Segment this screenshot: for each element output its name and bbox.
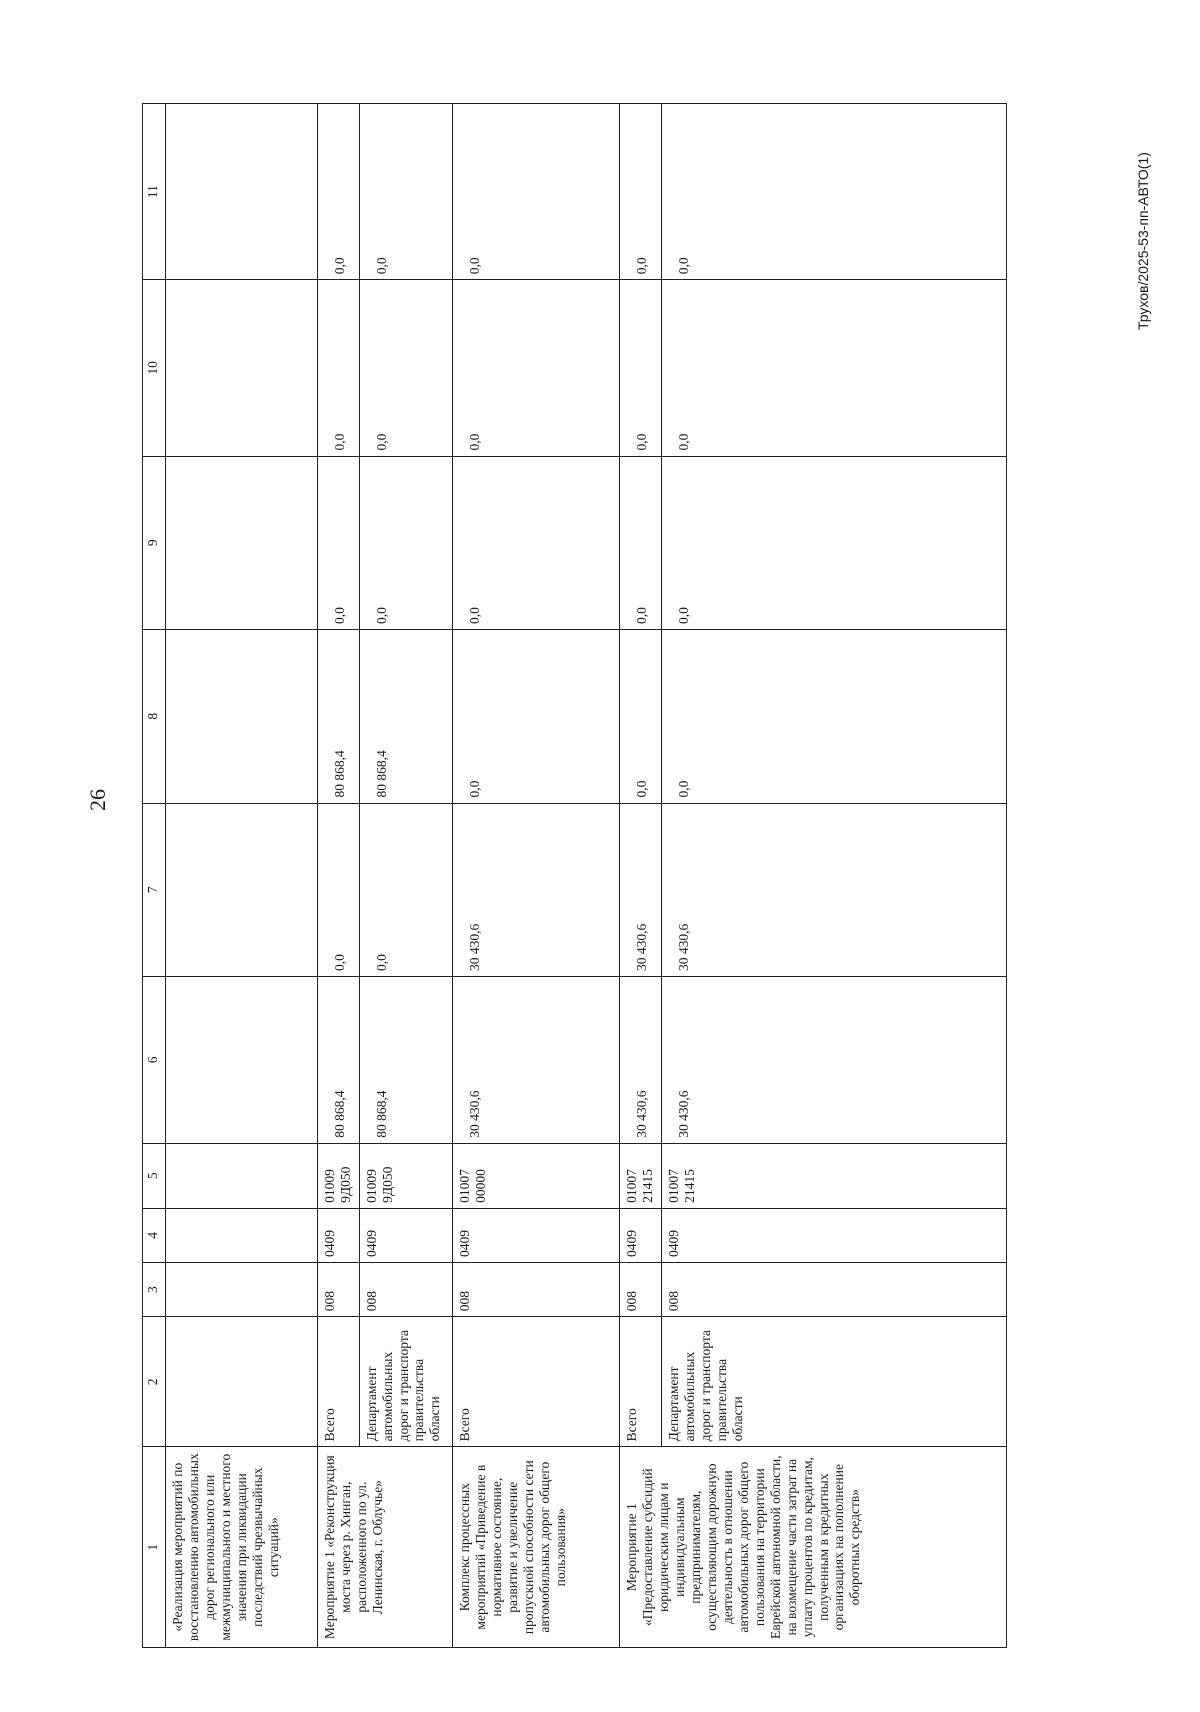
cell-value: 0,0 (453, 104, 620, 280)
cell-value: 0,0 (318, 104, 359, 280)
page-number: 26 (85, 789, 110, 811)
table-row (318, 104, 359, 1648)
cell-value: 0,0 (661, 104, 1006, 280)
column-header: 6 (143, 977, 166, 1144)
cell-value: 30 430,6 (620, 803, 661, 977)
cell-value: 0,0 (359, 803, 452, 977)
column-header: 4 (143, 1208, 166, 1262)
cell-value: 80 868,4 (359, 630, 452, 804)
cell-executor: Всего (453, 1317, 620, 1447)
cell-value: 30 430,6 (453, 803, 620, 977)
column-header: 7 (143, 803, 166, 977)
cell-section: 0409 (318, 1208, 359, 1262)
cell-value: 80 868,4 (318, 630, 359, 804)
cell-target-article: 01007 00000 (453, 1143, 620, 1208)
cell-value: 80 868,4 (359, 977, 452, 1144)
cell-value: 0,0 (620, 630, 661, 804)
cell-value: 30 430,6 (661, 977, 1006, 1144)
column-header: 10 (143, 280, 166, 456)
cell-measure: Мероприятие 1 «Предоставление субсидий юридическим лицам и индивидуальным предпринимателям, осуществляющим дорожную деятельность в отношении автомобильных дорог общего пользования на территории Еврейской автономной области, на возмещение части затрат на уплату процентов по кредитам, полученным в кредитных организациях на пополнение оборотных средств» (620, 1447, 1007, 1648)
cell-value: 0,0 (620, 104, 661, 280)
cell-target-article (166, 1143, 318, 1208)
table-row (661, 104, 1006, 1648)
cell-value: 0,0 (661, 630, 1006, 804)
cell-section (166, 1208, 318, 1262)
cell-value: 0,0 (318, 456, 359, 630)
column-header: 8 (143, 630, 166, 804)
cell-value (166, 104, 318, 280)
cell-executor: Всего (620, 1317, 661, 1447)
cell-value (166, 630, 318, 804)
cell-grbs (166, 1263, 318, 1317)
cell-value: 30 430,6 (661, 803, 1006, 977)
column-header: 1 (143, 1447, 166, 1648)
cell-executor: Департамент автомобильных дорог и транспорта правительства области (359, 1317, 452, 1447)
cell-grbs: 008 (661, 1263, 1006, 1317)
cell-target-article: 01007 21415 (661, 1143, 1006, 1208)
cell-section: 0409 (453, 1208, 620, 1262)
cell-executor (166, 1317, 318, 1447)
table-row (453, 104, 620, 1648)
cell-section: 0409 (359, 1208, 452, 1262)
cell-value: 0,0 (453, 456, 620, 630)
cell-value: 0,0 (318, 280, 359, 456)
budget-table-container (142, 103, 1007, 1648)
cell-value: 0,0 (661, 456, 1006, 630)
budget-table (142, 103, 1007, 1648)
column-header: 5 (143, 1143, 166, 1208)
cell-value: 0,0 (453, 630, 620, 804)
cell-value: 80 868,4 (318, 977, 359, 1144)
cell-grbs: 008 (318, 1263, 359, 1317)
cell-value: 0,0 (359, 104, 452, 280)
cell-value: 0,0 (661, 280, 1006, 456)
document-code: Трухов/2025-53-пп-АВТО(1) (1135, 152, 1151, 330)
cell-value: 0,0 (620, 280, 661, 456)
cell-value: 0,0 (318, 803, 359, 977)
cell-value (166, 803, 318, 977)
cell-grbs: 008 (620, 1263, 661, 1317)
cell-value: 0,0 (620, 456, 661, 630)
cell-section: 0409 (661, 1208, 1006, 1262)
cell-value: 0,0 (359, 280, 452, 456)
column-number-row (143, 104, 166, 1648)
table-row (359, 104, 452, 1648)
cell-value: 30 430,6 (453, 977, 620, 1144)
cell-executor: Департамент автомобильных дорог и транспорта правительства области (661, 1317, 1006, 1447)
table-row (620, 104, 661, 1648)
cell-measure: «Реализация мероприятий по восстановлению автомобильных дорог регионального или межмуниципального и местного значения при ликвидации последствий чрезвычайных ситуаций» (166, 1447, 318, 1648)
cell-grbs: 008 (453, 1263, 620, 1317)
column-header: 11 (143, 104, 166, 280)
cell-target-article: 01009 9Д050 (318, 1143, 359, 1208)
cell-value: 0,0 (359, 456, 452, 630)
cell-grbs: 008 (359, 1263, 452, 1317)
cell-value (166, 456, 318, 630)
table-row (166, 104, 318, 1648)
cell-value: 30 430,6 (620, 977, 661, 1144)
cell-executor: Всего (318, 1317, 359, 1447)
column-header: 3 (143, 1263, 166, 1317)
cell-section: 0409 (620, 1208, 661, 1262)
cell-target-article: 01009 9Д050 (359, 1143, 452, 1208)
cell-target-article: 01007 21415 (620, 1143, 661, 1208)
cell-measure: Комплекс процессных мероприятий «Приведение в нормативное состояние, развитие и увеличение пропускной способности сети автомобильных дорог общего пользования» (453, 1447, 620, 1648)
cell-measure: Мероприятие 1 «Реконструкция моста через р. Хинган, расположенного по ул. Ленинская, г. Облучье» (318, 1447, 453, 1648)
column-header: 2 (143, 1317, 166, 1447)
column-header: 9 (143, 456, 166, 630)
cell-value (166, 977, 318, 1144)
cell-value (166, 280, 318, 456)
cell-value: 0,0 (453, 280, 620, 456)
